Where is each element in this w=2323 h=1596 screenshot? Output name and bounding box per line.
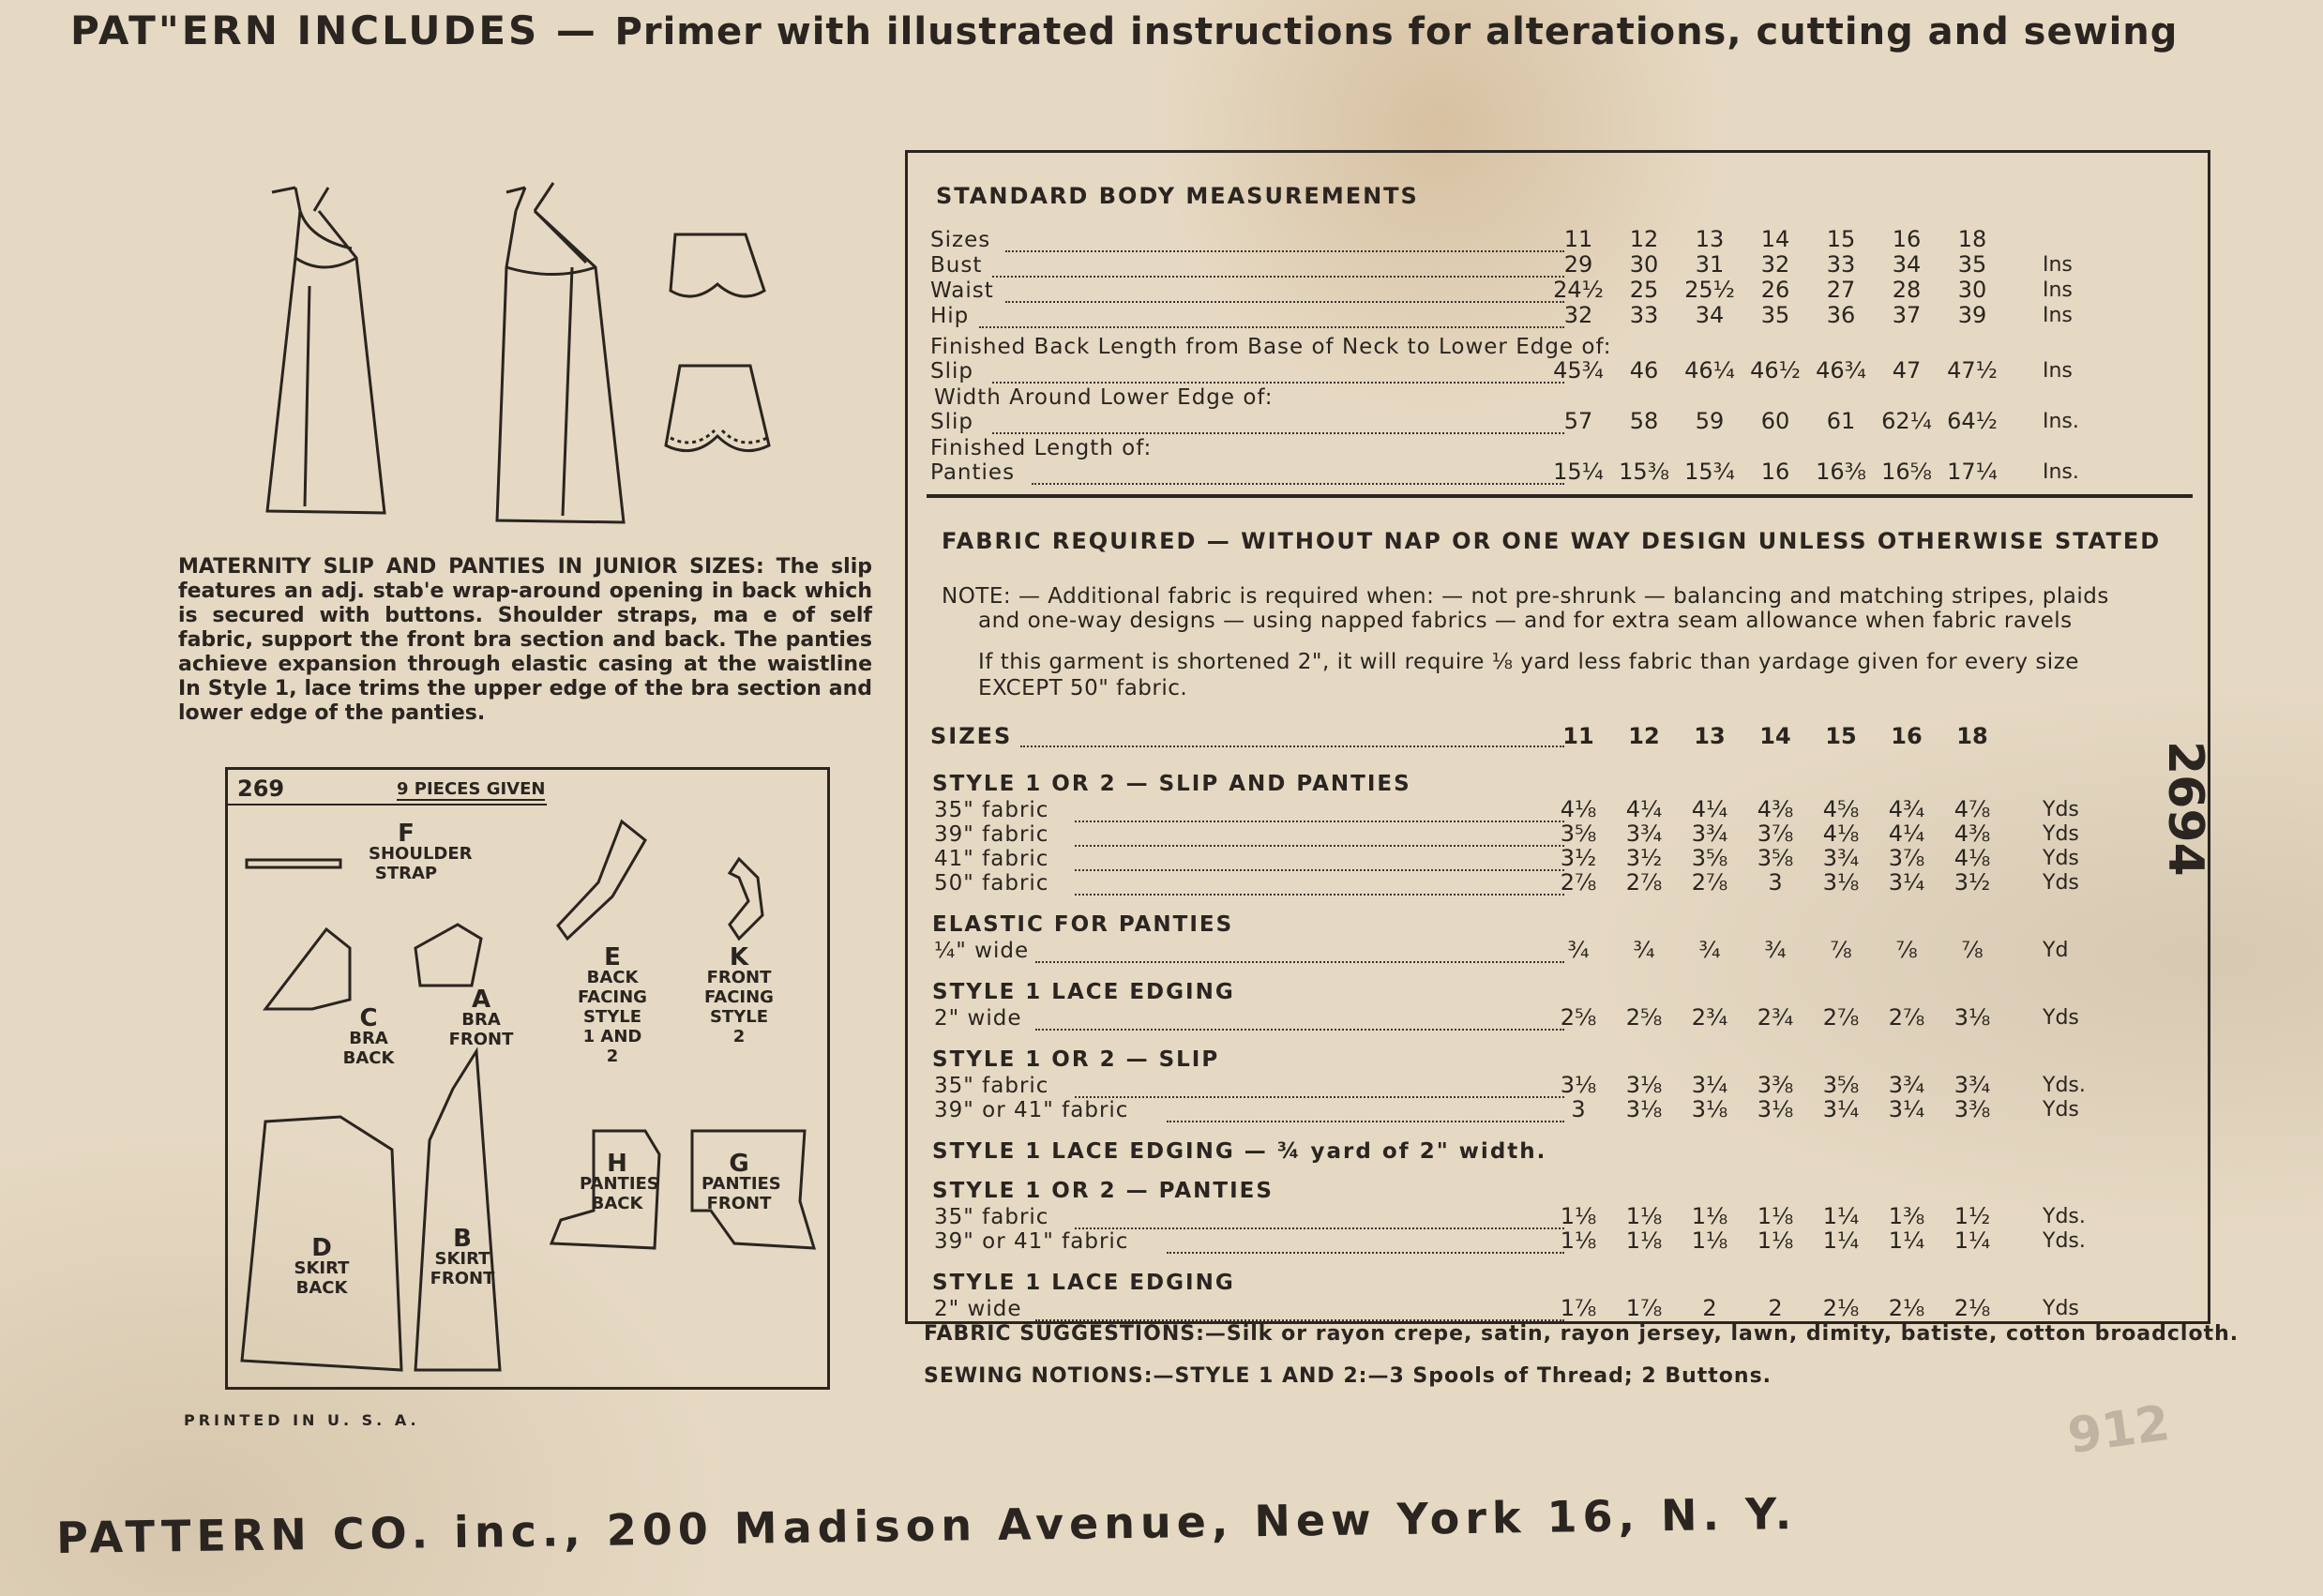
dot-leader bbox=[1075, 894, 1564, 896]
dot-leader bbox=[1167, 1121, 1564, 1122]
fabric-row-1-0-value: ¾ bbox=[1567, 937, 1590, 963]
fabric-sizes-label: SIZES bbox=[930, 723, 1013, 749]
body-row-2-label: Waist bbox=[930, 279, 994, 303]
panties-illustration-1 bbox=[671, 234, 764, 296]
body-row-2-value: 24½ bbox=[1553, 277, 1604, 303]
fabric-section-title-3: STYLE 1 OR 2 — SLIP bbox=[932, 1047, 1220, 1072]
fabric-row-2-0-value: 2⅞ bbox=[1888, 1004, 1925, 1031]
dot-leader bbox=[979, 326, 1564, 328]
body-row-3-value: 36 bbox=[1826, 302, 1856, 328]
fabric-row-5-0-label: 35" fabric bbox=[934, 1205, 1049, 1229]
body-row-1-value: 31 bbox=[1695, 251, 1725, 278]
dot-leader bbox=[1075, 869, 1564, 871]
fabric-row-6-0-label: 2" wide bbox=[934, 1297, 1022, 1321]
header-dash: — bbox=[555, 8, 598, 53]
dot-leader bbox=[1020, 745, 1564, 747]
fabric-row-2-0-value: 2⅝ bbox=[1560, 1004, 1597, 1031]
sewing-notions: SEWING NOTIONS:—STYLE 1 AND 2:—3 Spools of Thread; 2 Buttons. bbox=[924, 1364, 1772, 1388]
body-row-2-value: 25½ bbox=[1684, 277, 1735, 303]
fabric-note-2: and one-way designs — using napped fabrics — and for extra seam allowance when fabric ravels bbox=[978, 609, 2073, 633]
chart-divider bbox=[927, 494, 2193, 498]
body-row-3-value: 33 bbox=[1629, 302, 1659, 328]
slip-length-row-label: Slip bbox=[930, 359, 973, 384]
fabric-row-0-1-value: 3⅝ bbox=[1560, 821, 1597, 847]
dot-leader bbox=[1167, 1252, 1564, 1254]
body-row-1-value: 33 bbox=[1826, 251, 1856, 278]
body-row-3-value: 35 bbox=[1760, 302, 1790, 328]
fabric-row-2-0-value: 3⅛ bbox=[1953, 1004, 1991, 1031]
panties-length-row-value: 15¾ bbox=[1684, 459, 1735, 485]
fabric-row-1-0-value: ⅞ bbox=[1895, 937, 1918, 963]
back-length-heading: Finished Back Length from Base of Neck to Lower Edge of: bbox=[930, 335, 1612, 359]
fabric-row-3-1-value: 3⅜ bbox=[1953, 1096, 1991, 1122]
piece-c-label: C BRA BACK bbox=[342, 1004, 395, 1068]
panties-length-row-value: 15¼ bbox=[1553, 459, 1604, 485]
piece-b-label: B SKIRT FRONT bbox=[430, 1225, 495, 1288]
fabric-row-0-1-value: 4⅛ bbox=[1822, 821, 1860, 847]
body-row-2-value: 27 bbox=[1826, 277, 1856, 303]
fabric-section-title-1: ELASTIC FOR PANTIES bbox=[932, 912, 1234, 937]
fabric-section-title-2: STYLE 1 LACE EDGING bbox=[932, 980, 1235, 1004]
fabric-row-6-0-value: 2⅛ bbox=[1888, 1295, 1925, 1321]
header-rest: Primer with illustrated instructions for alterations, cutting and sewing bbox=[614, 10, 2179, 53]
fabric-row-5-1-value: 1⅛ bbox=[1625, 1227, 1663, 1254]
fabric-size-header: 13 bbox=[1694, 723, 1726, 749]
header-lead: PAT"ERN INCLUDES bbox=[70, 8, 540, 53]
fabric-note-3: If this garment is shortened 2", it will require ⅛ yard less fabric than yardage given for every size bbox=[978, 650, 2079, 674]
dot-leader bbox=[1075, 845, 1564, 847]
fabric-row-0-0-value: 4¼ bbox=[1625, 796, 1663, 822]
fabric-row-3-0-value: 3¼ bbox=[1691, 1072, 1728, 1098]
fabric-row-0-3-value: 2⅞ bbox=[1560, 869, 1597, 896]
slip-front-illustration bbox=[267, 188, 385, 513]
fabric-row-0-0-value: 4¼ bbox=[1691, 796, 1728, 822]
fabric-row-0-0-label: 35" fabric bbox=[934, 798, 1049, 822]
fabric-row-2-0-value: 2⅝ bbox=[1625, 1004, 1663, 1031]
fabric-row-5-1-value: 1⅛ bbox=[1691, 1227, 1728, 1254]
panties-length-row-value: 17¼ bbox=[1947, 459, 1998, 485]
body-row-0-label: Sizes bbox=[930, 228, 991, 252]
fabric-row-5-0-value: 1⅛ bbox=[1625, 1203, 1663, 1229]
fabric-section-title-4: STYLE 1 LACE EDGING — ¾ yard of 2" width. bbox=[932, 1139, 1547, 1164]
fabric-row-0-2-value: 3½ bbox=[1625, 845, 1663, 871]
fabric-row-3-0-value: 3¾ bbox=[1953, 1072, 1991, 1098]
body-row-1-value: 35 bbox=[1957, 251, 1987, 278]
body-row-0-value: 16 bbox=[1892, 226, 1922, 252]
dot-leader bbox=[1075, 821, 1564, 822]
fabric-row-5-0-value: 1¼ bbox=[1822, 1203, 1860, 1229]
fabric-row-6-0-value: 2 bbox=[1768, 1295, 1783, 1321]
fabric-size-header: 16 bbox=[1891, 723, 1923, 749]
slip-width-row-unit: Ins. bbox=[2043, 410, 2079, 433]
fabric-suggestions: FABRIC SUGGESTIONS:—Silk or rayon crepe, satin, rayon jersey, lawn, dimity, batiste, cotton broadcloth. bbox=[924, 1322, 2240, 1346]
fabric-row-0-1-value: 4¼ bbox=[1888, 821, 1925, 847]
dot-leader bbox=[1035, 1319, 1564, 1321]
fabric-row-5-0-value: 1⅛ bbox=[1560, 1203, 1597, 1229]
fabric-row-2-0-label: 2" wide bbox=[934, 1006, 1022, 1031]
dot-leader bbox=[1005, 301, 1564, 303]
faded-stamp-number: 912 bbox=[2064, 1394, 2174, 1466]
body-row-3-label: Hip bbox=[930, 304, 970, 328]
slip-length-row-value: 46 bbox=[1629, 357, 1659, 384]
fabric-row-3-1-value: 3⅛ bbox=[1691, 1096, 1728, 1122]
fabric-row-5-0-value: 1⅛ bbox=[1691, 1203, 1728, 1229]
fabric-row-5-0-value: 1⅜ bbox=[1888, 1203, 1925, 1229]
body-row-2-unit: Ins bbox=[2043, 279, 2073, 302]
fabric-row-0-3-value: 3 bbox=[1768, 869, 1783, 896]
slip-width-row-value: 62¼ bbox=[1881, 408, 1932, 434]
fabric-row-3-1-value: 3¼ bbox=[1888, 1096, 1925, 1122]
fabric-row-3-1-label: 39" or 41" fabric bbox=[934, 1098, 1129, 1122]
panties-length-row-value: 16⅝ bbox=[1881, 459, 1932, 485]
width-heading: Width Around Lower Edge of: bbox=[934, 385, 1274, 410]
slip-width-row-value: 61 bbox=[1826, 408, 1856, 434]
garment-illustrations bbox=[253, 173, 816, 539]
fabric-row-0-1-value: 3¾ bbox=[1625, 821, 1663, 847]
fabric-row-1-0-value: ⅞ bbox=[1830, 937, 1852, 963]
length-heading: Finished Length of: bbox=[930, 436, 1153, 460]
fabric-size-header: 12 bbox=[1628, 723, 1660, 749]
panties-length-row-value: 16⅜ bbox=[1816, 459, 1866, 485]
fabric-row-1-0-value: ⅞ bbox=[1961, 937, 1984, 963]
fabric-row-5-0-value: 1½ bbox=[1953, 1203, 1991, 1229]
piece-d-label: D SKIRT BACK bbox=[294, 1234, 350, 1298]
fabric-row-0-3-unit: Yds bbox=[2043, 871, 2079, 895]
dot-leader bbox=[992, 276, 1564, 278]
dot-leader bbox=[992, 432, 1564, 434]
body-measurements-title: STANDARD BODY MEASUREMENTS bbox=[936, 183, 1419, 209]
fabric-row-5-0-value: 1⅛ bbox=[1757, 1203, 1794, 1229]
body-row-2-value: 26 bbox=[1760, 277, 1790, 303]
dot-leader bbox=[1035, 961, 1564, 963]
fabric-row-5-1-value: 1¼ bbox=[1953, 1227, 1991, 1254]
body-row-0-value: 13 bbox=[1695, 226, 1725, 252]
dot-leader bbox=[1005, 250, 1564, 252]
slip-length-row-value: 47 bbox=[1892, 357, 1922, 384]
fabric-row-0-3-value: 3¼ bbox=[1888, 869, 1925, 896]
body-row-1-unit: Ins bbox=[2043, 253, 2073, 277]
body-row-0-value: 14 bbox=[1760, 226, 1790, 252]
dot-leader bbox=[1035, 1029, 1564, 1031]
fabric-row-6-0-value: 2 bbox=[1702, 1295, 1717, 1321]
fabric-row-0-3-value: 3½ bbox=[1953, 869, 1991, 896]
fabric-row-5-1-label: 39" or 41" fabric bbox=[934, 1229, 1129, 1254]
fabric-row-0-0-value: 4⅜ bbox=[1757, 796, 1794, 822]
fabric-row-0-2-value: 3⅝ bbox=[1757, 845, 1794, 871]
dot-leader bbox=[1032, 483, 1564, 485]
fabric-row-0-0-value: 4⅛ bbox=[1560, 796, 1597, 822]
slip-width-row-value: 57 bbox=[1563, 408, 1593, 434]
fabric-row-0-0-unit: Yds bbox=[2043, 798, 2079, 821]
piece-f-label: F SHOULDER STRAP bbox=[369, 820, 473, 883]
fabric-row-3-1-value: 3⅛ bbox=[1757, 1096, 1794, 1122]
fabric-row-5-1-value: 1¼ bbox=[1888, 1227, 1925, 1254]
header-title bbox=[70, 8, 2178, 53]
body-row-0-value: 15 bbox=[1826, 226, 1856, 252]
fabric-required-title: FABRIC REQUIRED — WITHOUT NAP OR ONE WAY DESIGN UNLESS OTHERWISE STATED bbox=[942, 528, 2162, 554]
piece-k-label: K FRONT FACING STYLE 2 bbox=[704, 943, 774, 1046]
fabric-row-0-1-unit: Yds bbox=[2043, 822, 2079, 846]
pattern-pieces-box bbox=[225, 767, 830, 1390]
fabric-row-0-2-unit: Yds bbox=[2043, 847, 2079, 870]
slip-length-row-value: 46¼ bbox=[1684, 357, 1735, 384]
fabric-row-3-1-value: 3 bbox=[1571, 1096, 1586, 1122]
body-row-2-value: 28 bbox=[1892, 277, 1922, 303]
fabric-row-2-0-value: 2⅞ bbox=[1822, 1004, 1860, 1031]
slip-length-row-unit: Ins bbox=[2043, 359, 2073, 383]
fabric-row-6-0-value: 1⅞ bbox=[1625, 1295, 1663, 1321]
dot-leader bbox=[1075, 1096, 1564, 1098]
body-row-1-value: 34 bbox=[1892, 251, 1922, 278]
panties-illustration-2 bbox=[666, 366, 769, 451]
fabric-row-2-0-unit: Yds bbox=[2043, 1006, 2079, 1030]
slip-length-row-value: 47½ bbox=[1947, 357, 1998, 384]
fabric-row-6-0-value: 1⅞ bbox=[1560, 1295, 1597, 1321]
fabric-row-5-1-value: 1⅛ bbox=[1757, 1227, 1794, 1254]
fabric-row-0-0-value: 4⅝ bbox=[1822, 796, 1860, 822]
pattern-number: 269 bbox=[237, 775, 285, 802]
pieces-given-label: 9 PIECES GIVEN bbox=[397, 779, 546, 799]
fabric-row-0-2-value: 3¾ bbox=[1822, 845, 1860, 871]
fabric-row-3-0-value: 3⅛ bbox=[1560, 1072, 1597, 1098]
slip-width-row-value: 64½ bbox=[1947, 408, 1998, 434]
fabric-note-1: NOTE: — Additional fabric is required when: — not pre-shrunk — balancing and matching stripes, plaids bbox=[942, 584, 2109, 609]
fabric-row-1-0-value: ¾ bbox=[1633, 937, 1655, 963]
panties-length-row-value: 16 bbox=[1760, 459, 1790, 485]
body-row-3-value: 39 bbox=[1957, 302, 1987, 328]
fabric-row-1-0-value: ¾ bbox=[1698, 937, 1721, 963]
slip-width-row-value: 60 bbox=[1760, 408, 1790, 434]
body-row-0-value: 12 bbox=[1629, 226, 1659, 252]
body-row-1-value: 29 bbox=[1563, 251, 1593, 278]
body-row-3-value: 34 bbox=[1695, 302, 1725, 328]
fabric-row-3-0-unit: Yds. bbox=[2043, 1074, 2086, 1097]
fabric-row-0-0-value: 4⅞ bbox=[1953, 796, 1991, 822]
fabric-row-2-0-value: 2¾ bbox=[1757, 1004, 1794, 1031]
panties-length-row-value: 15⅜ bbox=[1619, 459, 1669, 485]
fabric-row-3-1-value: 3⅛ bbox=[1625, 1096, 1663, 1122]
fabric-size-header: 18 bbox=[1956, 723, 1988, 749]
fabric-row-3-0-value: 3⅜ bbox=[1757, 1072, 1794, 1098]
fabric-row-0-3-value: 2⅞ bbox=[1691, 869, 1728, 896]
slip-width-row-label: Slip bbox=[930, 410, 973, 434]
fabric-row-0-1-value: 3¾ bbox=[1691, 821, 1728, 847]
fabric-row-3-0-value: 3¾ bbox=[1888, 1072, 1925, 1098]
fabric-row-6-0-value: 2⅛ bbox=[1822, 1295, 1860, 1321]
fabric-row-6-0-unit: Yds bbox=[2043, 1297, 2079, 1320]
fabric-row-3-0-value: 3⅛ bbox=[1625, 1072, 1663, 1098]
dot-leader bbox=[1075, 1227, 1564, 1229]
fabric-size-header: 15 bbox=[1825, 723, 1857, 749]
fabric-section-title-6: STYLE 1 LACE EDGING bbox=[932, 1271, 1235, 1295]
pattern-description: MATERNITY SLIP AND PANTIES IN JUNIOR SIZES: The slip features an adj. stab'e wrap-around opening in back which is secured with buttons. Shoulder straps, ma e of self fabric, support the front bra section and back. The panties achieve expansion through elastic casing at the waistline In Style 1, lace trims the upper edge of the bra section and lower edge of the panties. bbox=[178, 555, 872, 725]
fabric-row-0-2-value: 3½ bbox=[1560, 845, 1597, 871]
body-row-1-value: 32 bbox=[1760, 251, 1790, 278]
fabric-row-0-3-label: 50" fabric bbox=[934, 871, 1049, 896]
fabric-note-4: EXCEPT 50" fabric. bbox=[978, 676, 1188, 700]
body-row-0-value: 11 bbox=[1563, 226, 1593, 252]
body-row-3-value: 32 bbox=[1563, 302, 1593, 328]
body-row-3-value: 37 bbox=[1892, 302, 1922, 328]
body-row-2-value: 30 bbox=[1957, 277, 1987, 303]
fabric-row-0-2-value: 3⅝ bbox=[1691, 845, 1728, 871]
fabric-size-header: 11 bbox=[1562, 723, 1594, 749]
fabric-row-1-0-unit: Yd bbox=[2043, 939, 2069, 962]
fabric-row-3-0-label: 35" fabric bbox=[934, 1074, 1049, 1098]
fabric-row-0-1-value: 3⅞ bbox=[1757, 821, 1794, 847]
piece-g-label: G PANTIES FRONT bbox=[701, 1150, 781, 1213]
fabric-row-3-1-value: 3¼ bbox=[1822, 1096, 1860, 1122]
fabric-row-5-0-unit: Yds. bbox=[2043, 1205, 2086, 1228]
fabric-row-5-1-value: 1⅛ bbox=[1560, 1227, 1597, 1254]
measurement-chart-box bbox=[905, 150, 2210, 1324]
fabric-row-3-1-unit: Yds bbox=[2043, 1098, 2079, 1122]
fabric-row-0-0-value: 4¾ bbox=[1888, 796, 1925, 822]
slip-length-row-value: 45¾ bbox=[1553, 357, 1604, 384]
panties-length-row-unit: Ins. bbox=[2043, 460, 2079, 484]
fabric-row-6-0-value: 2⅛ bbox=[1953, 1295, 1991, 1321]
publisher-footer: PATTERN CO. inc., 200 Madison Avenue, New York 16, N. Y. bbox=[55, 1488, 1798, 1563]
fabric-row-0-1-label: 39" fabric bbox=[934, 822, 1049, 847]
fabric-row-0-2-value: 4⅛ bbox=[1953, 845, 1991, 871]
printed-in-usa: PRINTED IN U. S. A. bbox=[184, 1411, 420, 1429]
panties-length-row-label: Panties bbox=[930, 460, 1016, 485]
fabric-row-1-0-value: ¾ bbox=[1764, 937, 1787, 963]
piece-a-label: A BRA FRONT bbox=[448, 986, 514, 1049]
pattern-side-number: 2694 bbox=[2157, 741, 2213, 877]
body-row-2-value: 25 bbox=[1629, 277, 1659, 303]
body-row-1-label: Bust bbox=[930, 253, 983, 278]
slip-length-row-value: 46¾ bbox=[1816, 357, 1866, 384]
fabric-row-0-1-value: 4⅜ bbox=[1953, 821, 1991, 847]
fabric-row-0-3-value: 2⅞ bbox=[1625, 869, 1663, 896]
body-row-0-value: 18 bbox=[1957, 226, 1987, 252]
piece-e-label: E BACK FACING STYLE 1 AND 2 bbox=[578, 943, 647, 1066]
fabric-row-3-0-value: 3⅝ bbox=[1822, 1072, 1860, 1098]
fabric-row-5-1-unit: Yds. bbox=[2043, 1229, 2086, 1253]
slip-length-row-value: 46½ bbox=[1750, 357, 1801, 384]
slip-width-row-value: 59 bbox=[1695, 408, 1725, 434]
body-row-3-unit: Ins bbox=[2043, 304, 2073, 327]
fabric-row-5-1-value: 1¼ bbox=[1822, 1227, 1860, 1254]
slip-back-illustration bbox=[497, 183, 624, 522]
fabric-row-1-0-label: ¼" wide bbox=[934, 939, 1030, 963]
slip-width-row-value: 58 bbox=[1629, 408, 1659, 434]
piece-h-label: H PANTIES BACK bbox=[580, 1150, 659, 1213]
dot-leader bbox=[992, 382, 1564, 384]
fabric-row-0-3-value: 3⅛ bbox=[1822, 869, 1860, 896]
fabric-row-0-2-label: 41" fabric bbox=[934, 847, 1049, 871]
fabric-section-title-5: STYLE 1 OR 2 — PANTIES bbox=[932, 1179, 1274, 1203]
fabric-row-0-2-value: 3⅞ bbox=[1888, 845, 1925, 871]
fabric-row-2-0-value: 2¾ bbox=[1691, 1004, 1728, 1031]
fabric-size-header: 14 bbox=[1759, 723, 1791, 749]
body-row-1-value: 30 bbox=[1629, 251, 1659, 278]
fabric-section-title-0: STYLE 1 OR 2 — SLIP AND PANTIES bbox=[932, 772, 1411, 796]
